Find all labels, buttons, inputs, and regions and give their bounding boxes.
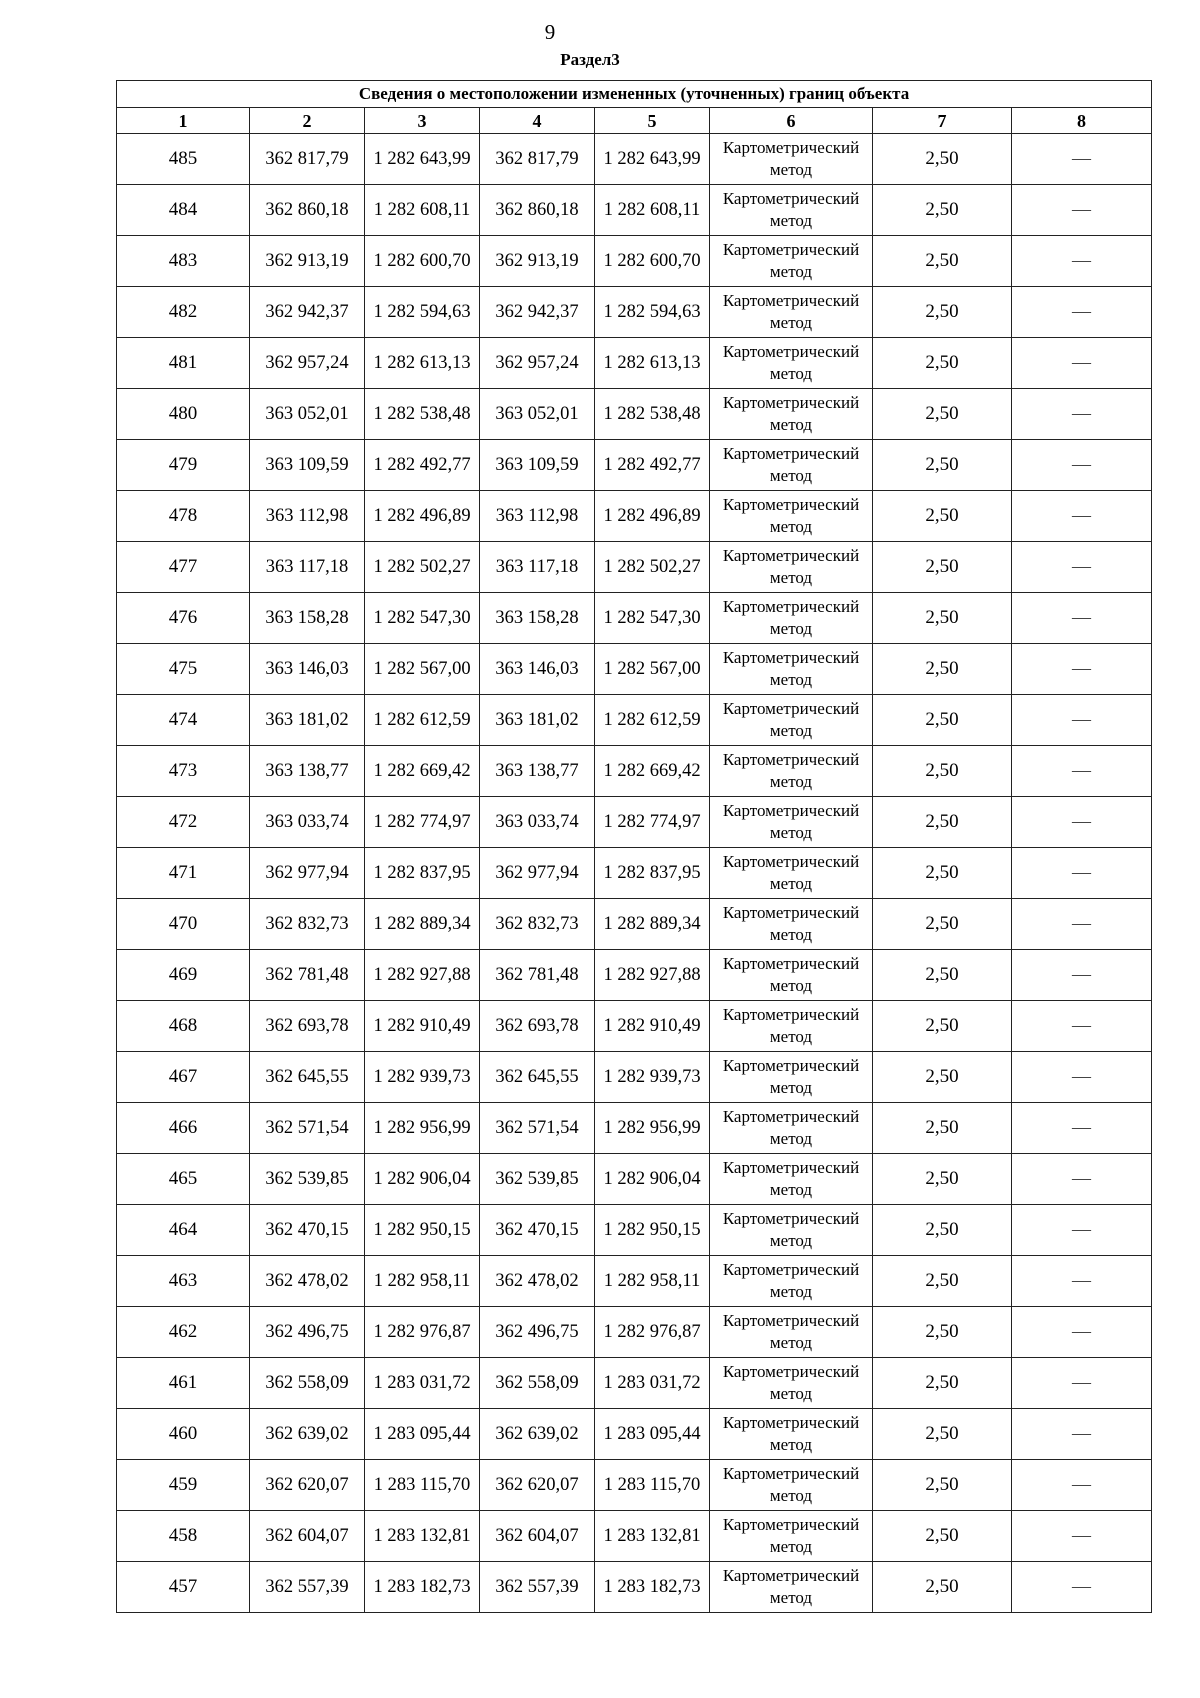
cell-y-new: 1 282 613,13 [595,338,710,389]
cell-point-number: 469 [117,950,250,1001]
cell-y-existing: 1 283 095,44 [365,1409,480,1460]
cell-description: — [1012,1154,1152,1205]
cell-point-number: 468 [117,1001,250,1052]
cell-x-existing: 363 181,02 [250,695,365,746]
cell-x-new: 363 112,98 [480,491,595,542]
cell-x-new: 362 539,85 [480,1154,595,1205]
cell-y-new: 1 282 927,88 [595,950,710,1001]
cell-x-existing: 363 138,77 [250,746,365,797]
cell-y-new: 1 282 612,59 [595,695,710,746]
cell-y-new: 1 282 594,63 [595,287,710,338]
cell-accuracy: 2,50 [873,1205,1012,1256]
cell-x-existing: 362 860,18 [250,185,365,236]
cell-point-number: 460 [117,1409,250,1460]
table-row [117,1103,1152,1154]
cell-method: Картометрический метод [710,134,873,185]
cell-point-number: 485 [117,134,250,185]
cell-point-number: 474 [117,695,250,746]
cell-x-existing: 363 033,74 [250,797,365,848]
cell-x-existing: 362 620,07 [250,1460,365,1511]
cell-y-existing: 1 282 889,34 [365,899,480,950]
table-row [117,797,1152,848]
cell-description: — [1012,1358,1152,1409]
cell-x-new: 362 942,37 [480,287,595,338]
table-row [117,1409,1152,1460]
cell-y-existing: 1 282 502,27 [365,542,480,593]
cell-y-new: 1 282 774,97 [595,797,710,848]
cell-method: Картометрический метод [710,746,873,797]
cell-method: Картометрический метод [710,950,873,1001]
cell-y-existing: 1 282 492,77 [365,440,480,491]
cell-x-new: 362 557,39 [480,1562,595,1613]
cell-description: — [1012,1052,1152,1103]
table-row [117,1205,1152,1256]
cell-description: — [1012,1460,1152,1511]
cell-description: — [1012,542,1152,593]
cell-y-existing: 1 282 950,15 [365,1205,480,1256]
cell-description: — [1012,389,1152,440]
cell-method: Картометрический метод [710,1511,873,1562]
cell-x-new: 362 604,07 [480,1511,595,1562]
cell-x-existing: 362 957,24 [250,338,365,389]
cell-y-existing: 1 282 958,11 [365,1256,480,1307]
cell-accuracy: 2,50 [873,593,1012,644]
cell-accuracy: 2,50 [873,746,1012,797]
cell-y-existing: 1 282 600,70 [365,236,480,287]
table-row [117,338,1152,389]
cell-description: — [1012,644,1152,695]
cell-y-new: 1 282 496,89 [595,491,710,542]
cell-y-new: 1 283 031,72 [595,1358,710,1409]
cell-point-number: 466 [117,1103,250,1154]
cell-accuracy: 2,50 [873,440,1012,491]
cell-y-existing: 1 282 547,30 [365,593,480,644]
cell-point-number: 463 [117,1256,250,1307]
cell-accuracy: 2,50 [873,950,1012,1001]
cell-method: Картометрический метод [710,1052,873,1103]
cell-x-new: 362 571,54 [480,1103,595,1154]
cell-y-existing: 1 283 031,72 [365,1358,480,1409]
cell-description: — [1012,1103,1152,1154]
cell-point-number: 475 [117,644,250,695]
cell-x-existing: 362 639,02 [250,1409,365,1460]
cell-description: — [1012,338,1152,389]
cell-point-number: 457 [117,1562,250,1613]
cell-description: — [1012,695,1152,746]
cell-method: Картометрический метод [710,1154,873,1205]
cell-accuracy: 2,50 [873,1103,1012,1154]
cell-accuracy: 2,50 [873,1052,1012,1103]
cell-accuracy: 2,50 [873,797,1012,848]
cell-accuracy: 2,50 [873,1154,1012,1205]
cell-x-existing: 362 571,54 [250,1103,365,1154]
cell-x-existing: 362 977,94 [250,848,365,899]
cell-x-existing: 362 832,73 [250,899,365,950]
column-header-2: 2 [250,108,365,134]
cell-y-existing: 1 282 837,95 [365,848,480,899]
cell-y-existing: 1 282 612,59 [365,695,480,746]
table-row [117,134,1152,185]
cell-accuracy: 2,50 [873,236,1012,287]
cell-point-number: 480 [117,389,250,440]
cell-x-new: 362 496,75 [480,1307,595,1358]
table-row [117,848,1152,899]
cell-method: Картометрический метод [710,1409,873,1460]
table-row [117,746,1152,797]
cell-method: Картометрический метод [710,287,873,338]
table-row [117,1358,1152,1409]
page-number: 9 [544,20,556,44]
cell-y-existing: 1 282 927,88 [365,950,480,1001]
cell-y-new: 1 282 906,04 [595,1154,710,1205]
cell-description: — [1012,746,1152,797]
cell-x-existing: 363 052,01 [250,389,365,440]
cell-x-new: 362 693,78 [480,1001,595,1052]
cell-point-number: 484 [117,185,250,236]
cell-method: Картометрический метод [710,1205,873,1256]
cell-description: — [1012,848,1152,899]
cell-accuracy: 2,50 [873,185,1012,236]
cell-x-new: 362 860,18 [480,185,595,236]
boundary-coordinates-table [116,80,1152,1613]
cell-x-new: 362 639,02 [480,1409,595,1460]
table-row [117,1256,1152,1307]
cell-accuracy: 2,50 [873,1256,1012,1307]
cell-y-new: 1 282 538,48 [595,389,710,440]
cell-method: Картометрический метод [710,899,873,950]
cell-accuracy: 2,50 [873,848,1012,899]
cell-accuracy: 2,50 [873,389,1012,440]
cell-description: — [1012,1562,1152,1613]
cell-x-new: 363 033,74 [480,797,595,848]
cell-y-new: 1 282 669,42 [595,746,710,797]
cell-y-new: 1 283 132,81 [595,1511,710,1562]
cell-y-existing: 1 282 669,42 [365,746,480,797]
column-header-8: 8 [1012,108,1152,134]
cell-y-existing: 1 282 910,49 [365,1001,480,1052]
cell-accuracy: 2,50 [873,1001,1012,1052]
cell-point-number: 479 [117,440,250,491]
table-row [117,1562,1152,1613]
cell-x-new: 362 832,73 [480,899,595,950]
cell-y-new: 1 282 567,00 [595,644,710,695]
cell-description: — [1012,185,1152,236]
cell-description: — [1012,593,1152,644]
cell-x-new: 362 620,07 [480,1460,595,1511]
cell-point-number: 462 [117,1307,250,1358]
cell-x-new: 363 117,18 [480,542,595,593]
cell-description: — [1012,1511,1152,1562]
cell-y-new: 1 282 502,27 [595,542,710,593]
table-row [117,1154,1152,1205]
cell-x-new: 362 470,15 [480,1205,595,1256]
table-row [117,287,1152,338]
table-row [117,644,1152,695]
cell-x-new: 362 558,09 [480,1358,595,1409]
table-row [117,1307,1152,1358]
cell-method: Картометрический метод [710,491,873,542]
cell-x-new: 362 645,55 [480,1052,595,1103]
cell-y-new: 1 282 837,95 [595,848,710,899]
cell-x-existing: 362 470,15 [250,1205,365,1256]
cell-accuracy: 2,50 [873,287,1012,338]
cell-x-existing: 362 645,55 [250,1052,365,1103]
cell-y-existing: 1 282 608,11 [365,185,480,236]
column-header-row [117,108,1152,134]
section-title: Раздел3 [560,50,620,69]
table-row [117,542,1152,593]
cell-point-number: 482 [117,287,250,338]
cell-point-number: 476 [117,593,250,644]
table-row [117,185,1152,236]
cell-description: — [1012,1409,1152,1460]
cell-method: Картометрический метод [710,1358,873,1409]
cell-y-existing: 1 282 939,73 [365,1052,480,1103]
cell-method: Картометрический метод [710,1103,873,1154]
column-header-7: 7 [873,108,1012,134]
cell-y-existing: 1 282 956,99 [365,1103,480,1154]
cell-point-number: 464 [117,1205,250,1256]
cell-x-existing: 362 539,85 [250,1154,365,1205]
cell-y-existing: 1 282 496,89 [365,491,480,542]
cell-method: Картометрический метод [710,1307,873,1358]
cell-method: Картометрический метод [710,185,873,236]
cell-x-existing: 362 496,75 [250,1307,365,1358]
cell-y-existing: 1 283 115,70 [365,1460,480,1511]
cell-x-existing: 362 604,07 [250,1511,365,1562]
cell-accuracy: 2,50 [873,491,1012,542]
cell-point-number: 483 [117,236,250,287]
cell-accuracy: 2,50 [873,695,1012,746]
cell-y-existing: 1 282 976,87 [365,1307,480,1358]
cell-point-number: 477 [117,542,250,593]
cell-x-existing: 363 146,03 [250,644,365,695]
cell-method: Картометрический метод [710,440,873,491]
column-header-6: 6 [710,108,873,134]
cell-method: Картометрический метод [710,797,873,848]
cell-x-existing: 362 557,39 [250,1562,365,1613]
cell-y-existing: 1 282 538,48 [365,389,480,440]
cell-description: — [1012,440,1152,491]
cell-description: — [1012,236,1152,287]
cell-x-existing: 363 109,59 [250,440,365,491]
cell-x-existing: 362 817,79 [250,134,365,185]
cell-x-existing: 363 158,28 [250,593,365,644]
cell-description: — [1012,1205,1152,1256]
cell-point-number: 481 [117,338,250,389]
cell-point-number: 467 [117,1052,250,1103]
cell-method: Картометрический метод [710,1001,873,1052]
table-row [117,1001,1152,1052]
table-row [117,440,1152,491]
cell-accuracy: 2,50 [873,644,1012,695]
column-header-3: 3 [365,108,480,134]
cell-x-new: 363 052,01 [480,389,595,440]
cell-accuracy: 2,50 [873,1460,1012,1511]
cell-x-new: 362 913,19 [480,236,595,287]
cell-y-existing: 1 282 906,04 [365,1154,480,1205]
cell-x-new: 362 781,48 [480,950,595,1001]
cell-method: Картометрический метод [710,1460,873,1511]
cell-point-number: 473 [117,746,250,797]
cell-accuracy: 2,50 [873,1358,1012,1409]
cell-y-new: 1 282 492,77 [595,440,710,491]
cell-accuracy: 2,50 [873,134,1012,185]
cell-x-existing: 363 112,98 [250,491,365,542]
cell-description: — [1012,1001,1152,1052]
table-row [117,1052,1152,1103]
cell-y-new: 1 282 547,30 [595,593,710,644]
cell-accuracy: 2,50 [873,899,1012,950]
cell-y-existing: 1 283 132,81 [365,1511,480,1562]
cell-point-number: 465 [117,1154,250,1205]
cell-x-existing: 362 693,78 [250,1001,365,1052]
cell-method: Картометрический метод [710,338,873,389]
cell-y-new: 1 283 182,73 [595,1562,710,1613]
table-row [117,1460,1152,1511]
table-row [117,1511,1152,1562]
cell-x-existing: 362 558,09 [250,1358,365,1409]
table-caption: Сведения о местоположении измененных (уточненных) границ объекта [117,81,1152,108]
table-row [117,236,1152,287]
cell-y-new: 1 283 095,44 [595,1409,710,1460]
cell-point-number: 471 [117,848,250,899]
cell-description: — [1012,1256,1152,1307]
cell-x-existing: 362 913,19 [250,236,365,287]
cell-y-existing: 1 282 643,99 [365,134,480,185]
cell-method: Картометрический метод [710,1562,873,1613]
cell-accuracy: 2,50 [873,1511,1012,1562]
cell-accuracy: 2,50 [873,1562,1012,1613]
cell-y-new: 1 282 958,11 [595,1256,710,1307]
column-header-4: 4 [480,108,595,134]
cell-description: — [1012,134,1152,185]
cell-x-new: 362 977,94 [480,848,595,899]
cell-method: Картометрический метод [710,542,873,593]
cell-accuracy: 2,50 [873,338,1012,389]
table-body [117,134,1152,1613]
cell-y-new: 1 282 976,87 [595,1307,710,1358]
cell-description: — [1012,950,1152,1001]
cell-method: Картометрический метод [710,644,873,695]
cell-description: — [1012,1307,1152,1358]
cell-point-number: 458 [117,1511,250,1562]
table-row [117,899,1152,950]
cell-y-existing: 1 282 594,63 [365,287,480,338]
cell-y-new: 1 282 956,99 [595,1103,710,1154]
cell-description: — [1012,797,1152,848]
cell-method: Картометрический метод [710,848,873,899]
cell-y-new: 1 283 115,70 [595,1460,710,1511]
cell-description: — [1012,899,1152,950]
cell-x-existing: 363 117,18 [250,542,365,593]
cell-y-new: 1 282 600,70 [595,236,710,287]
cell-description: — [1012,287,1152,338]
table-row [117,593,1152,644]
cell-x-new: 362 957,24 [480,338,595,389]
column-header-5: 5 [595,108,710,134]
cell-description: — [1012,491,1152,542]
cell-y-existing: 1 283 182,73 [365,1562,480,1613]
cell-x-new: 362 817,79 [480,134,595,185]
cell-y-new: 1 282 889,34 [595,899,710,950]
cell-point-number: 461 [117,1358,250,1409]
cell-y-new: 1 282 950,15 [595,1205,710,1256]
cell-method: Картометрический метод [710,1256,873,1307]
cell-point-number: 470 [117,899,250,950]
cell-y-existing: 1 282 774,97 [365,797,480,848]
cell-accuracy: 2,50 [873,542,1012,593]
table-row [117,491,1152,542]
cell-point-number: 459 [117,1460,250,1511]
cell-accuracy: 2,50 [873,1307,1012,1358]
cell-accuracy: 2,50 [873,1409,1012,1460]
cell-x-new: 363 146,03 [480,644,595,695]
cell-x-new: 362 478,02 [480,1256,595,1307]
cell-x-existing: 362 781,48 [250,950,365,1001]
cell-y-new: 1 282 939,73 [595,1052,710,1103]
cell-y-new: 1 282 643,99 [595,134,710,185]
cell-y-existing: 1 282 567,00 [365,644,480,695]
cell-y-new: 1 282 608,11 [595,185,710,236]
cell-method: Картометрический метод [710,236,873,287]
cell-method: Картометрический метод [710,695,873,746]
column-header-1: 1 [117,108,250,134]
cell-x-new: 363 158,28 [480,593,595,644]
cell-method: Картометрический метод [710,389,873,440]
table-row [117,695,1152,746]
cell-x-new: 363 181,02 [480,695,595,746]
cell-y-existing: 1 282 613,13 [365,338,480,389]
cell-x-new: 363 109,59 [480,440,595,491]
cell-x-new: 363 138,77 [480,746,595,797]
cell-method: Картометрический метод [710,593,873,644]
cell-x-existing: 362 478,02 [250,1256,365,1307]
table-row [117,950,1152,1001]
table-row [117,389,1152,440]
cell-point-number: 472 [117,797,250,848]
cell-y-new: 1 282 910,49 [595,1001,710,1052]
cell-x-existing: 362 942,37 [250,287,365,338]
cell-point-number: 478 [117,491,250,542]
